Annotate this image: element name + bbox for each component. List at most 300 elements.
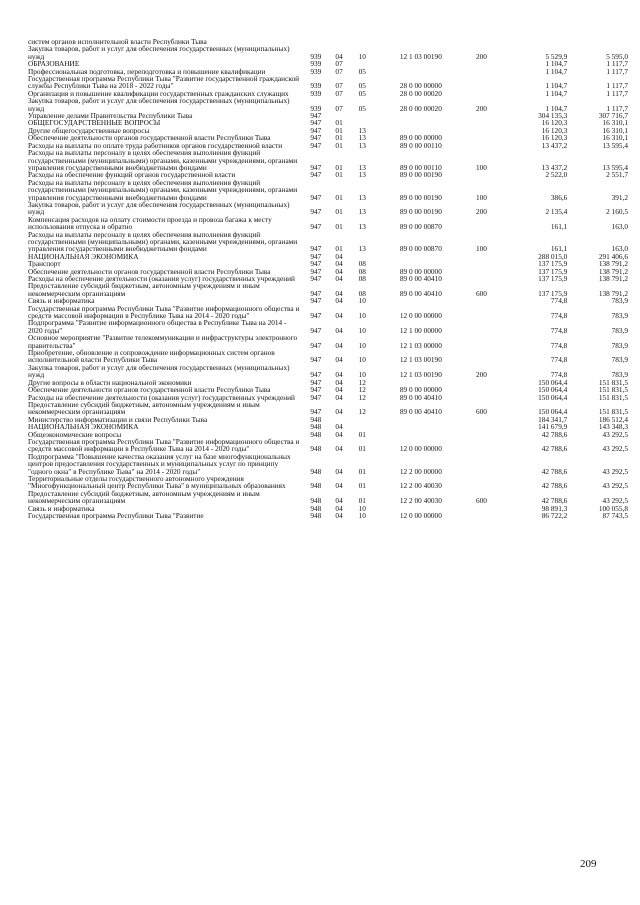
row-expense-type bbox=[466, 171, 496, 178]
row-amount-year2: 143 348,3 bbox=[598, 422, 628, 432]
row-section-code: 07 bbox=[335, 59, 343, 69]
table-row bbox=[28, 334, 628, 349]
row-grbs-code: 947 bbox=[310, 288, 322, 298]
row-amount-year2: 1 117,7 bbox=[606, 81, 628, 91]
row-amount-year1: 86 722,2 bbox=[541, 511, 568, 520]
row-grbs-code: 947 bbox=[310, 162, 322, 172]
row-grbs-code: 947 bbox=[310, 266, 322, 276]
row-section-code: 01 bbox=[335, 207, 343, 217]
row-amount-year1: 16 120,3 bbox=[541, 133, 568, 143]
row-target-article: 89 0 00 00000 bbox=[399, 266, 442, 276]
row-name: Связь и информатика bbox=[28, 296, 95, 306]
row-subsection-code: 08 bbox=[358, 266, 366, 276]
row-section-code: 01 bbox=[335, 162, 343, 172]
row-name: Расходы на обеспечение деятельности (оказания услуг) государственных учреждений bbox=[28, 392, 295, 402]
row-target-article: 89 0 00 40410 bbox=[399, 288, 442, 298]
row-expense-type bbox=[466, 453, 496, 475]
row-name: ОБЩЕГОСУДАРСТВЕННЫЕ ВОПРОСЫ bbox=[28, 118, 161, 128]
row-amount-year2: 783,9 bbox=[611, 370, 628, 380]
row-expense-type bbox=[466, 379, 496, 386]
row-subsection-code: 05 bbox=[358, 66, 366, 76]
row-expense-type bbox=[466, 297, 496, 304]
row-name: Предоставление субсидий бюджетным, автономным учреждениям и иным некоммерческим организациям bbox=[28, 281, 260, 298]
row-subsection-code: 12 bbox=[358, 407, 366, 417]
row-grbs-code: 948 bbox=[310, 414, 322, 424]
row-section-code: 07 bbox=[335, 88, 343, 98]
row-subsection-code: 10 bbox=[358, 340, 366, 350]
row-name: систем органов исполнительной власти Республики Тыва bbox=[28, 37, 207, 46]
row-section-code: 04 bbox=[335, 429, 343, 439]
row-name: Расходы на выплаты персоналу в целях обеспечения выполнения функций государственными (муниципальными) органами, казенными учреждениями, органами управления государственными внебюджетными фондами bbox=[28, 148, 298, 172]
row-name: Государственная программа Республики Тыва "Развитие государственной гражданской службы Республики Тыва на 2018 - 2022 годы" bbox=[28, 74, 300, 91]
row-name: Государственная программа Республики Тыва "Развитие информационного общества и средств массовой информации в Республике Тыва на 2014 - 2020 годы" bbox=[28, 436, 300, 454]
row-name: Обеспечение деятельности органов государственной власти Республики Тыва bbox=[28, 385, 271, 395]
row-expense-type bbox=[466, 60, 496, 67]
row-amount-year2: 13 595,4 bbox=[602, 162, 628, 172]
row-section-code: 04 bbox=[335, 296, 343, 306]
row-grbs-code: 948 bbox=[310, 496, 322, 506]
budget-table bbox=[28, 38, 628, 519]
row-grbs-code: 947 bbox=[310, 259, 322, 269]
row-target-article: 89 0 00 40410 bbox=[399, 392, 442, 402]
row-expense-type: 200 bbox=[476, 103, 487, 113]
row-target-article bbox=[375, 68, 466, 75]
row-section-code: 07 bbox=[335, 66, 343, 76]
row-section-code: 01 bbox=[335, 192, 343, 202]
row-name: Основное мероприятие "Развитие телекоммуникации и инфраструктуры электронного правительства" bbox=[28, 333, 298, 350]
row-grbs-code: 939 bbox=[310, 103, 322, 113]
row-grbs-code: 947 bbox=[310, 207, 322, 217]
row-grbs-code: 948 bbox=[310, 444, 322, 454]
row-grbs-code: 947 bbox=[310, 392, 322, 402]
row-expense-type bbox=[466, 334, 496, 349]
budget-table-body bbox=[28, 38, 628, 519]
row-grbs-code: 947 bbox=[310, 192, 322, 202]
row-expense-type bbox=[466, 275, 496, 282]
row-section-code: 04 bbox=[335, 325, 343, 335]
row-subsection-code: 13 bbox=[358, 133, 366, 143]
row-section-code: 04 bbox=[335, 407, 343, 417]
row-subsection-code: 10 bbox=[358, 355, 366, 365]
row-grbs-code: 939 bbox=[310, 81, 322, 91]
row-target-article: 12 0 00 00000 bbox=[399, 311, 442, 321]
row-section-code: 04 bbox=[335, 392, 343, 402]
row-expense-type bbox=[466, 253, 496, 260]
table-row bbox=[28, 438, 628, 453]
row-expense-type bbox=[466, 349, 496, 364]
row-amount-year1: 774,8 bbox=[550, 325, 568, 335]
row-amount-year1: 1 104,7 bbox=[545, 81, 568, 91]
row-amount-year2: 2 551,7 bbox=[606, 170, 628, 180]
row-grbs-code: 948 bbox=[310, 429, 322, 439]
row-target-article: 89 0 00 00110 bbox=[400, 140, 442, 150]
row-expense-type: 200 bbox=[476, 51, 487, 61]
row-amount-year2: 43 292,5 bbox=[602, 496, 628, 506]
row-expense-type bbox=[466, 38, 496, 45]
row-grbs-code: 947 bbox=[310, 140, 322, 150]
row-expense-type bbox=[466, 431, 496, 438]
row-amount-year1: 16 120,3 bbox=[541, 118, 568, 128]
row-grbs-code: 947 bbox=[310, 385, 322, 395]
row-amount-year2: 1 117,7 bbox=[606, 66, 628, 76]
row-amount-year2: 100 055,8 bbox=[598, 503, 628, 513]
row-amount-year1: 2 135,4 bbox=[545, 207, 568, 217]
row-target-article: 12 2 00 40030 bbox=[399, 496, 442, 506]
row-grbs-code: 948 bbox=[310, 422, 322, 432]
row-section-code: 04 bbox=[335, 266, 343, 276]
row-grbs-code: 939 bbox=[310, 59, 322, 69]
row-name: Государственная программа Республики Тыва "Развитие информационного общества и средств массовой информации в Республике Тыва на 2014 - 2020 годы" bbox=[28, 303, 300, 321]
row-amount-year2: 43 292,5 bbox=[602, 429, 628, 439]
row-subsection-code: 05 bbox=[358, 81, 366, 91]
row-name: Расходы на выплаты персоналу в целях обеспечения выполнения функций государственными (муниципальными) органами, казенными учреждениями, органами управления государственными внебюджетными фондами bbox=[28, 229, 298, 254]
row-subsection-code: 08 bbox=[358, 259, 366, 269]
row-expense-type: 600 bbox=[476, 288, 487, 298]
row-name: Организация и повышение квалификации государственных гражданских служащих bbox=[28, 88, 289, 98]
row-target-article: 12 0 00 00000 bbox=[399, 444, 442, 454]
row-subsection-code: 01 bbox=[358, 481, 366, 491]
row-grbs-code: 947 bbox=[310, 355, 322, 365]
row-subsection-code: 10 bbox=[358, 325, 366, 335]
row-target-article: 89 0 00 00190 bbox=[399, 170, 442, 180]
row-expense-type bbox=[466, 268, 496, 275]
row-expense-type bbox=[466, 475, 496, 490]
row-expense-type bbox=[466, 305, 496, 320]
row-amount-year2: 163,0 bbox=[611, 244, 628, 254]
row-grbs-code: 947 bbox=[310, 133, 322, 143]
row-name: Другие общегосударственные вопросы bbox=[28, 125, 150, 135]
row-amount-year1: 161,1 bbox=[550, 222, 568, 232]
row-target-article: 89 0 00 00110 bbox=[400, 162, 442, 172]
row-grbs-code: 947 bbox=[310, 370, 322, 380]
row-amount-year1: 42 788,6 bbox=[541, 481, 568, 491]
row-amount-year1: 150 064,4 bbox=[538, 392, 568, 402]
row-grbs-code: 947 bbox=[310, 296, 322, 306]
row-grbs-code: 947 bbox=[310, 111, 322, 121]
row-target-article: 12 1 03 00190 bbox=[399, 355, 442, 365]
row-expense-type: 600 bbox=[476, 407, 487, 417]
row-section-code: 04 bbox=[335, 511, 343, 520]
row-expense-type bbox=[466, 438, 496, 453]
row-grbs-code bbox=[303, 38, 329, 45]
row-amount-year2: 16 310,1 bbox=[602, 125, 628, 135]
row-section-code: 04 bbox=[335, 311, 343, 321]
row-amount-year1: 137 175,9 bbox=[538, 274, 568, 283]
row-target-article bbox=[375, 416, 466, 423]
row-amount-year2: 151 831,5 bbox=[598, 385, 628, 395]
row-section-code: 07 bbox=[335, 81, 343, 91]
row-name: Обеспечение деятельности органов государственной власти Республики Тыва bbox=[28, 266, 271, 276]
row-section-code: 01 bbox=[335, 222, 343, 232]
row-amount-year2: 138 791,2 bbox=[598, 259, 628, 269]
row-subsection-code: 10 bbox=[358, 503, 366, 513]
row-target-article bbox=[375, 60, 466, 67]
row-amount-year1: 161,1 bbox=[550, 244, 568, 254]
row-target-article: 89 0 00 40410 bbox=[399, 407, 442, 417]
table-row bbox=[28, 364, 628, 379]
row-expense-type bbox=[466, 423, 496, 430]
row-subsection-code: 01 bbox=[358, 496, 366, 506]
row-section-code: 04 bbox=[335, 259, 343, 269]
row-name: НАЦИОНАЛЬНАЯ ЭКОНОМИКА bbox=[28, 422, 139, 432]
row-name: Расходы на обеспечение деятельности (оказания услуг) государственных учреждений bbox=[28, 274, 295, 283]
row-section-code: 04 bbox=[335, 496, 343, 506]
row-amount-year2: 16 310,1 bbox=[602, 118, 628, 128]
table-row bbox=[28, 97, 628, 112]
row-amount-year1: 1 104,7 bbox=[545, 88, 568, 98]
row-amount-year2: 307 716,7 bbox=[598, 111, 628, 121]
table-row bbox=[28, 231, 628, 253]
row-name: ОБРАЗОВАНИЕ bbox=[28, 59, 80, 69]
row-subsection-code: 05 bbox=[358, 88, 366, 98]
table-row bbox=[28, 349, 628, 364]
row-expense-type: 100 bbox=[476, 244, 487, 254]
row-grbs-code: 947 bbox=[310, 222, 322, 232]
row-amount-year1: 137 175,9 bbox=[538, 266, 568, 276]
row-target-article: 12 0 00 00000 bbox=[399, 511, 442, 520]
table-row bbox=[28, 319, 628, 334]
row-amount-year2: 16 310,1 bbox=[602, 133, 628, 143]
row-target-article bbox=[375, 253, 466, 260]
row-section-code: 01 bbox=[335, 133, 343, 143]
row-amount-year1: 1 104,7 bbox=[545, 66, 568, 76]
row-name: Компенсация расходов на оплату стоимости проезда и провоза багажа к месту использования отпуска и обратно bbox=[28, 214, 272, 232]
table-row bbox=[28, 305, 628, 320]
row-expense-type bbox=[466, 505, 496, 512]
row-subsection-code: 10 bbox=[358, 370, 366, 380]
row-section-code: 04 bbox=[335, 340, 343, 350]
row-amount-year2: 186 512,4 bbox=[598, 414, 628, 424]
row-section-code: 07 bbox=[335, 103, 343, 113]
row-expense-type: 200 bbox=[476, 370, 487, 380]
row-amount-year2: 783,9 bbox=[611, 325, 628, 335]
row-target-article bbox=[375, 112, 466, 119]
row-name: Предоставление субсидий бюджетным, автономным учреждениям и иным некоммерческим организациям bbox=[28, 399, 260, 417]
row-subsection-code: 13 bbox=[358, 162, 366, 172]
row-section-code: 01 bbox=[335, 118, 343, 128]
table-row bbox=[28, 453, 628, 475]
row-grbs-code: 947 bbox=[310, 407, 322, 417]
row-amount-year1: 13 437,2 bbox=[541, 162, 568, 172]
row-grbs-code: 947 bbox=[310, 274, 322, 283]
page-number: 209 bbox=[580, 858, 597, 870]
row-expense-type: 600 bbox=[476, 496, 487, 506]
row-target-article: 89 0 00 00190 bbox=[399, 207, 442, 217]
row-amount-year2: 163,0 bbox=[611, 222, 628, 232]
row-name: Связь и информатика bbox=[28, 503, 95, 513]
row-expense-type bbox=[466, 112, 496, 119]
row-grbs-code: 947 bbox=[310, 311, 322, 321]
row-amount-year2: 5 595,0 bbox=[606, 51, 628, 61]
row-target-article: 89 0 00 00870 bbox=[399, 244, 442, 254]
row-grbs-code: 939 bbox=[310, 66, 322, 76]
row-target-article: 12 1 03 00190 bbox=[399, 51, 442, 61]
row-expense-type bbox=[466, 386, 496, 393]
row-amount-year1: 16 120,3 bbox=[541, 125, 568, 135]
row-target-article: 12 2 00 00000 bbox=[399, 466, 442, 476]
row-name: Расходы на обеспечение функций органов государственной власти bbox=[28, 170, 236, 180]
row-section-code: 04 bbox=[335, 274, 343, 283]
table-row bbox=[28, 512, 628, 519]
row-target-article: 12 1 03 00190 bbox=[399, 370, 442, 380]
row-amount-year2: 13 595,4 bbox=[602, 140, 628, 150]
row-amount-year2: 1 117,7 bbox=[606, 59, 628, 69]
row-subsection-code: 12 bbox=[358, 392, 366, 402]
row-expense-type bbox=[466, 75, 496, 90]
row-grbs-code: 947 bbox=[310, 170, 322, 180]
table-row bbox=[28, 201, 628, 216]
row-grbs-code: 947 bbox=[310, 244, 322, 254]
row-section-code: 04 bbox=[335, 251, 343, 261]
row-name: Приобретение, обновление и сопровождение информационных систем органов исполнительной власти Республики Тыва bbox=[28, 348, 275, 365]
row-name: Предоставление субсидий бюджетным, автономным учреждениям и иным некоммерческим организациям bbox=[28, 488, 260, 506]
row-name: НАЦИОНАЛЬНАЯ ЭКОНОМИКА bbox=[28, 251, 139, 261]
row-subsection-code: 13 bbox=[358, 192, 366, 202]
row-subsection-code: 10 bbox=[358, 311, 366, 321]
row-name: Расходы на выплаты персоналу в целях обеспечения выполнения функций государственными (муниципальными) органами, казенными учреждениями, органами управления государственными внебюджетными фондами bbox=[28, 177, 298, 202]
row-amount-year1: 774,8 bbox=[550, 296, 568, 306]
row-name: Государственная программа Республики Тыва "Развитие bbox=[28, 511, 204, 520]
row-amount-year1: 137 175,9 bbox=[538, 259, 568, 269]
row-subsection-code: 01 bbox=[358, 429, 366, 439]
row-section-code: 04 bbox=[335, 481, 343, 491]
table-row bbox=[28, 282, 628, 297]
row-grbs-code: 948 bbox=[310, 511, 322, 520]
row-section-code: 04 bbox=[335, 385, 343, 395]
row-amount-year1: 304 135,3 bbox=[538, 111, 568, 121]
row-amount-year2: 138 791,2 bbox=[598, 266, 628, 276]
row-subsection-code: 01 bbox=[358, 444, 366, 454]
row-subsection-code: 10 bbox=[358, 511, 366, 520]
row-grbs-code: 947 bbox=[310, 118, 322, 128]
row-target-article bbox=[375, 119, 466, 126]
row-amount-year1: 42 788,6 bbox=[541, 496, 568, 506]
row-name: Министерство информатизации и связи Республики Тыва bbox=[28, 414, 208, 424]
row-amount-year1: 774,8 bbox=[550, 370, 568, 380]
row-target-article: 12 1 00 00000 bbox=[399, 325, 442, 335]
table-row bbox=[28, 475, 628, 490]
row-subsection-code: 12 bbox=[358, 385, 366, 395]
row-name: Закупка товаров, работ и услуг для обеспечения государственных (муниципальных) нужд bbox=[28, 96, 290, 113]
row-section-code: 01 bbox=[335, 170, 343, 180]
row-subsection-code: 10 bbox=[358, 296, 366, 306]
row-grbs-code: 947 bbox=[310, 325, 322, 335]
row-section-code: 04 bbox=[335, 377, 343, 387]
row-amount-year2 bbox=[567, 38, 628, 45]
row-amount-year1: 1 104,7 bbox=[545, 59, 568, 69]
row-subsection-code bbox=[349, 416, 375, 423]
row-subsection-code: 13 bbox=[358, 244, 366, 254]
row-subsection-code bbox=[349, 38, 375, 45]
row-amount-year1: 150 064,4 bbox=[538, 407, 568, 417]
row-amount-year2: 151 831,5 bbox=[598, 392, 628, 402]
row-expense-type bbox=[466, 394, 496, 401]
row-amount-year1: 774,8 bbox=[550, 355, 568, 365]
row-target-article: 12 1 03 00000 bbox=[399, 340, 442, 350]
row-name: Закупка товаров, работ и услуг для обеспечения государственных (муниципальных) нужд bbox=[28, 362, 290, 380]
row-expense-type bbox=[466, 142, 496, 149]
row-target-article: 28 0 00 00000 bbox=[399, 81, 442, 91]
row-amount-year2: 43 292,5 bbox=[602, 481, 628, 491]
row-target-article: 28 0 00 00020 bbox=[399, 88, 442, 98]
row-section-code: 01 bbox=[335, 140, 343, 150]
row-subsection-code: 01 bbox=[358, 466, 366, 476]
table-row bbox=[28, 401, 628, 416]
row-amount-year1: 141 679,9 bbox=[538, 422, 568, 432]
row-section-code: 04 bbox=[335, 503, 343, 513]
row-amount-year2: 391,2 bbox=[611, 192, 628, 202]
row-expense-type bbox=[466, 134, 496, 141]
row-amount-year1: 2 522,0 bbox=[545, 170, 568, 180]
row-name: Общеэкономические вопросы bbox=[28, 429, 122, 439]
row-amount-year1: 13 437,2 bbox=[541, 140, 568, 150]
table-row bbox=[28, 149, 628, 171]
row-expense-type bbox=[466, 90, 496, 97]
row-amount-year2: 87 743,5 bbox=[602, 511, 628, 520]
row-expense-type bbox=[466, 416, 496, 423]
row-subsection-code bbox=[349, 112, 375, 119]
row-name: Закупка товаров, работ и услуг для обеспечения государственных (муниципальных) нужд bbox=[28, 199, 290, 217]
row-target-article: 89 0 00 40410 bbox=[399, 274, 442, 283]
row-subsection-code: 12 bbox=[358, 377, 366, 387]
row-target-article: 28 0 00 00020 bbox=[399, 103, 442, 113]
row-section-code: 04 bbox=[335, 288, 343, 298]
row-name: Подпрограмма "Развитие информационного общества в Республике Тыва на 2014 - 2020 годы" bbox=[28, 318, 287, 335]
row-name: Подпрограмма "Повышение качества оказания услуг на базе многофункциональных центров предоставления государственных и муниципальных услуг по принципу "одного окна" в Республике Тыва" на 2014 - 2020 годы" bbox=[28, 451, 291, 476]
row-amount-year1: 774,8 bbox=[550, 311, 568, 321]
row-grbs-code: 948 bbox=[310, 466, 322, 476]
row-grbs-code: 947 bbox=[310, 377, 322, 387]
row-amount-year1: 42 788,6 bbox=[541, 429, 568, 439]
row-amount-year2: 783,9 bbox=[611, 296, 628, 306]
row-amount-year2: 783,9 bbox=[611, 355, 628, 365]
row-grbs-code: 947 bbox=[310, 340, 322, 350]
row-expense-type: 200 bbox=[476, 207, 487, 217]
row-amount-year2: 43 292,5 bbox=[602, 444, 628, 454]
row-grbs-code: 947 bbox=[310, 251, 322, 261]
row-amount-year2: 783,9 bbox=[611, 340, 628, 350]
row-target-article bbox=[375, 38, 466, 45]
row-amount-year1: 386,6 bbox=[550, 192, 568, 202]
table-row bbox=[28, 179, 628, 201]
row-amount-year1: 288 015,0 bbox=[538, 251, 568, 261]
row-amount-year1: 184 341,7 bbox=[538, 414, 568, 424]
row-amount-year2: 138 791,2 bbox=[598, 274, 628, 283]
row-expense-type: 100 bbox=[476, 192, 487, 202]
row-name: Транспорт bbox=[28, 259, 61, 269]
row-amount-year1: 42 788,6 bbox=[541, 466, 568, 476]
row-grbs-code: 948 bbox=[310, 503, 322, 513]
row-amount-year2: 138 791,2 bbox=[598, 288, 628, 298]
row-subsection-code: 13 bbox=[358, 125, 366, 135]
row-section-code: 04 bbox=[335, 444, 343, 454]
row-section-code: 04 bbox=[335, 51, 343, 61]
row-amount-year1: 98 891,3 bbox=[541, 503, 568, 513]
row-amount-year2: 43 292,5 bbox=[602, 466, 628, 476]
row-name: Территориальные отделы государственного автономного учреждения "Многофункциональный центр Республики Тыва" в муниципальных образованиях bbox=[28, 473, 286, 491]
row-target-article: 89 0 00 00190 bbox=[399, 192, 442, 202]
table-row bbox=[28, 75, 628, 90]
row-expense-type bbox=[466, 260, 496, 267]
row-expense-type: 100 bbox=[476, 162, 487, 172]
row-subsection-code: 08 bbox=[358, 288, 366, 298]
row-target-article bbox=[375, 431, 466, 438]
row-subsection-code: 13 bbox=[358, 207, 366, 217]
row-amount-year2: 151 831,5 bbox=[598, 377, 628, 387]
row-amount-year1: 5 529,9 bbox=[545, 51, 568, 61]
row-name: Расходы на выплаты по оплате труда работников органов государственной власти bbox=[28, 140, 283, 150]
row-grbs-code: 947 bbox=[310, 125, 322, 135]
